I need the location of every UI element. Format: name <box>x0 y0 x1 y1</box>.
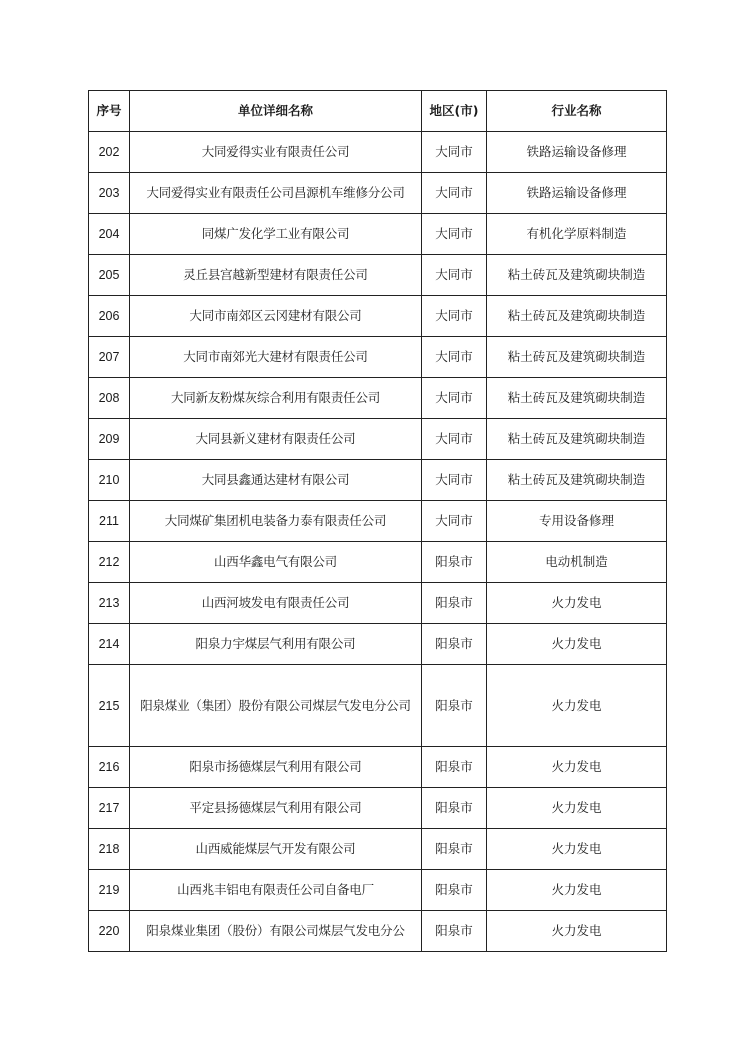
cell-index: 208 <box>89 378 130 419</box>
cell-region: 阳泉市 <box>422 747 487 788</box>
cell-region: 阳泉市 <box>422 583 487 624</box>
cell-name: 同煤广发化学工业有限公司 <box>130 214 422 255</box>
cell-index: 217 <box>89 788 130 829</box>
cell-name: 灵丘县宫越新型建材有限责任公司 <box>130 255 422 296</box>
cell-name: 山西河坡发电有限责任公司 <box>130 583 422 624</box>
cell-region: 大同市 <box>422 173 487 214</box>
cell-industry: 火力发电 <box>487 829 667 870</box>
header-index: 序号 <box>89 91 130 132</box>
table-row <box>89 173 667 214</box>
cell-region: 大同市 <box>422 296 487 337</box>
cell-index: 215 <box>89 665 130 747</box>
cell-industry: 有机化学原料制造 <box>487 214 667 255</box>
cell-name: 大同市南郊区云冈建材有限公司 <box>130 296 422 337</box>
cell-name: 阳泉煤业集团（股份）有限公司煤层气发电分公 <box>130 911 422 952</box>
cell-name: 大同爱得实业有限责任公司 <box>130 132 422 173</box>
header-name: 单位详细名称 <box>130 91 422 132</box>
table-row <box>89 337 667 378</box>
table-row <box>89 911 667 952</box>
cell-name: 山西兆丰铝电有限责任公司自备电厂 <box>130 870 422 911</box>
table-row <box>89 378 667 419</box>
table-row <box>89 583 667 624</box>
cell-name: 阳泉市扬德煤层气利用有限公司 <box>130 747 422 788</box>
table-row <box>89 665 667 747</box>
cell-region: 阳泉市 <box>422 829 487 870</box>
cell-industry: 粘土砖瓦及建筑砌块制造 <box>487 296 667 337</box>
table-row <box>89 542 667 583</box>
cell-name: 大同爱得实业有限责任公司昌源机车维修分公司 <box>130 173 422 214</box>
table-row <box>89 132 667 173</box>
cell-industry: 粘土砖瓦及建筑砌块制造 <box>487 460 667 501</box>
cell-name: 大同煤矿集团机电装备力泰有限责任公司 <box>130 501 422 542</box>
cell-name: 大同新友粉煤灰综合利用有限责任公司 <box>130 378 422 419</box>
cell-name: 大同市南郊光大建材有限责任公司 <box>130 337 422 378</box>
cell-index: 202 <box>89 132 130 173</box>
table-row <box>89 829 667 870</box>
cell-industry: 火力发电 <box>487 747 667 788</box>
table-row <box>89 870 667 911</box>
cell-region: 大同市 <box>422 460 487 501</box>
header-industry: 行业名称 <box>487 91 667 132</box>
cell-region: 大同市 <box>422 214 487 255</box>
cell-industry: 火力发电 <box>487 788 667 829</box>
table-row <box>89 501 667 542</box>
cell-region: 阳泉市 <box>422 542 487 583</box>
cell-region: 阳泉市 <box>422 870 487 911</box>
cell-index: 220 <box>89 911 130 952</box>
table-row <box>89 214 667 255</box>
cell-index: 219 <box>89 870 130 911</box>
cell-industry: 火力发电 <box>487 911 667 952</box>
cell-industry: 铁路运输设备修理 <box>487 173 667 214</box>
cell-industry: 粘土砖瓦及建筑砌块制造 <box>487 378 667 419</box>
cell-name: 平定县扬德煤层气利用有限公司 <box>130 788 422 829</box>
cell-region: 大同市 <box>422 378 487 419</box>
table-header-row <box>89 91 667 132</box>
cell-index: 206 <box>89 296 130 337</box>
cell-index: 205 <box>89 255 130 296</box>
table-row <box>89 296 667 337</box>
cell-name: 阳泉力宇煤层气利用有限公司 <box>130 624 422 665</box>
cell-index: 214 <box>89 624 130 665</box>
cell-name: 阳泉煤业（集团）股份有限公司煤层气发电分公司 <box>130 665 422 747</box>
cell-industry: 火力发电 <box>487 665 667 747</box>
cell-index: 218 <box>89 829 130 870</box>
cell-name: 山西华鑫电气有限公司 <box>130 542 422 583</box>
cell-industry: 火力发电 <box>487 624 667 665</box>
table-row <box>89 624 667 665</box>
cell-region: 阳泉市 <box>422 911 487 952</box>
enterprise-table <box>88 90 667 952</box>
table-row <box>89 747 667 788</box>
table-row <box>89 255 667 296</box>
cell-name: 大同县鑫通达建材有限公司 <box>130 460 422 501</box>
cell-industry: 专用设备修理 <box>487 501 667 542</box>
cell-region: 大同市 <box>422 419 487 460</box>
table-row <box>89 460 667 501</box>
cell-industry: 电动机制造 <box>487 542 667 583</box>
cell-name: 山西威能煤层气开发有限公司 <box>130 829 422 870</box>
cell-industry: 粘土砖瓦及建筑砌块制造 <box>487 337 667 378</box>
cell-industry: 粘土砖瓦及建筑砌块制造 <box>487 419 667 460</box>
cell-region: 大同市 <box>422 501 487 542</box>
cell-index: 207 <box>89 337 130 378</box>
cell-region: 大同市 <box>422 132 487 173</box>
cell-index: 211 <box>89 501 130 542</box>
table-row <box>89 788 667 829</box>
cell-index: 204 <box>89 214 130 255</box>
cell-index: 213 <box>89 583 130 624</box>
cell-index: 212 <box>89 542 130 583</box>
table-row <box>89 419 667 460</box>
cell-region: 大同市 <box>422 337 487 378</box>
cell-industry: 铁路运输设备修理 <box>487 132 667 173</box>
cell-index: 209 <box>89 419 130 460</box>
cell-region: 阳泉市 <box>422 788 487 829</box>
cell-industry: 火力发电 <box>487 870 667 911</box>
cell-region: 阳泉市 <box>422 624 487 665</box>
cell-name: 大同县新义建材有限责任公司 <box>130 419 422 460</box>
header-region: 地区(市) <box>422 91 487 132</box>
cell-industry: 火力发电 <box>487 583 667 624</box>
cell-region: 大同市 <box>422 255 487 296</box>
cell-region: 阳泉市 <box>422 665 487 747</box>
cell-index: 210 <box>89 460 130 501</box>
cell-index: 203 <box>89 173 130 214</box>
cell-index: 216 <box>89 747 130 788</box>
cell-industry: 粘土砖瓦及建筑砌块制造 <box>487 255 667 296</box>
